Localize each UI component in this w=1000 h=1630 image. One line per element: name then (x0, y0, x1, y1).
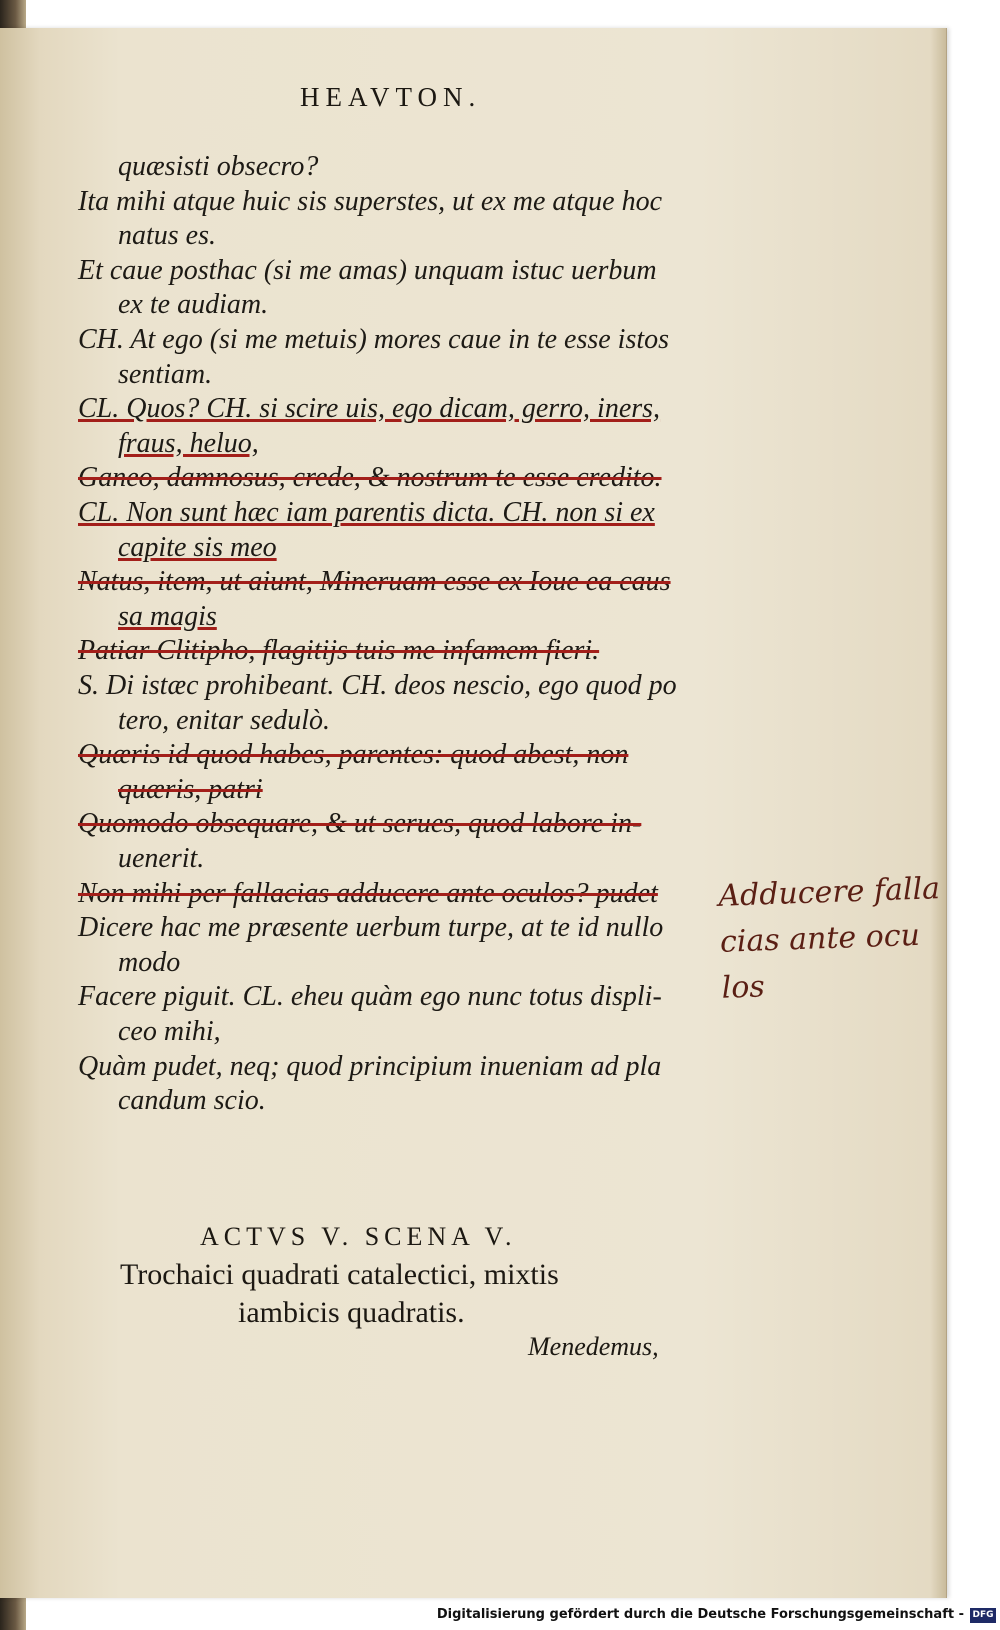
verse-line: quæris, patri (118, 773, 263, 805)
margin-note-line: Adducere falla (717, 871, 941, 914)
verse-line: CL. Non sunt hæc iam parentis dicta. CH. non si ex (78, 497, 655, 528)
verse-line: Quomodo obsequare, & ut serues, quod labore in- (78, 808, 642, 840)
verse-line: uenerit. (118, 843, 205, 874)
verse-line: candum scio. (118, 1085, 266, 1117)
verse-line: CH. At ego (si me metuis) mores caue in te esse istos (78, 324, 670, 355)
verse-line: Quàm pudet, neq; quod principium inueniam ad pla (78, 1050, 662, 1082)
speaker-name: Menedemus, (528, 1332, 659, 1361)
handwritten-margin-note (718, 866, 943, 1012)
verse-line: sa magis (118, 600, 217, 632)
meter-description-line-1: Trochaici quadrati catalectici, mixtis (120, 1258, 559, 1291)
verse-line: Ganeo, damnosus, crede, & nostrum te esse credito. (78, 462, 662, 494)
verse-line: capite sis meo (118, 531, 277, 563)
verse-line: Ita mihi atque huic sis superstes, ut ex me atque hoc (78, 185, 663, 217)
verse-line: CL. Quos? CH. si scire uis, ego dicam, gerro, iners, (78, 393, 661, 425)
verse-line: quæsisti obsecro? (118, 151, 319, 182)
verse-line: modo (118, 946, 181, 978)
verse-line: natus es. (118, 220, 216, 252)
verse-line: Quæris id quod habes, parentes: quod abest, non (78, 739, 629, 771)
verse-line: Non mihi per fallacias adducere ante oculos? pudet (78, 877, 658, 909)
verse-line: Dicere hac me præsente uerbum turpe, at te id nullo (78, 912, 664, 944)
verse-line: ex te audiam. (118, 289, 269, 321)
digitization-credit: Digitalisierung gefördert durch die Deutsche Forschungsgemeinschaft - (436, 1607, 964, 1622)
dfg-logo: DFG (970, 1608, 996, 1623)
verse-line: Et caue posthac (si me amas) unquam istuc uerbum (78, 254, 657, 286)
verse-line: Patiar Clitipho, flagitijs tuis me infamem fieri. (78, 635, 600, 667)
verse-line: tero, enitar sedulò. (118, 704, 331, 736)
verse-line: sentiam. (118, 358, 213, 390)
verse-line: ceo mihi, (118, 1016, 221, 1047)
verse-line: Natus, item, ut aiunt, Mineruam esse ex Ioue ea caus (78, 566, 671, 598)
verse-line: S. Di istæc prohibeant. CH. deos nescio, ego quod po (78, 670, 677, 701)
scene-heading: ACTVS V. SCENA V. (200, 1222, 517, 1251)
verse-line: fraus, heluo, (118, 427, 259, 459)
meter-description-line-2: iambicis quadratis. (238, 1296, 465, 1329)
margin-note-line: cias ante ocu (719, 917, 921, 960)
verse-line: Facere piguit. CL. eheu quàm ego nunc totus displi- (78, 981, 662, 1013)
margin-note-line: los (721, 969, 766, 1006)
running-head: HEAVTON. (300, 82, 482, 112)
